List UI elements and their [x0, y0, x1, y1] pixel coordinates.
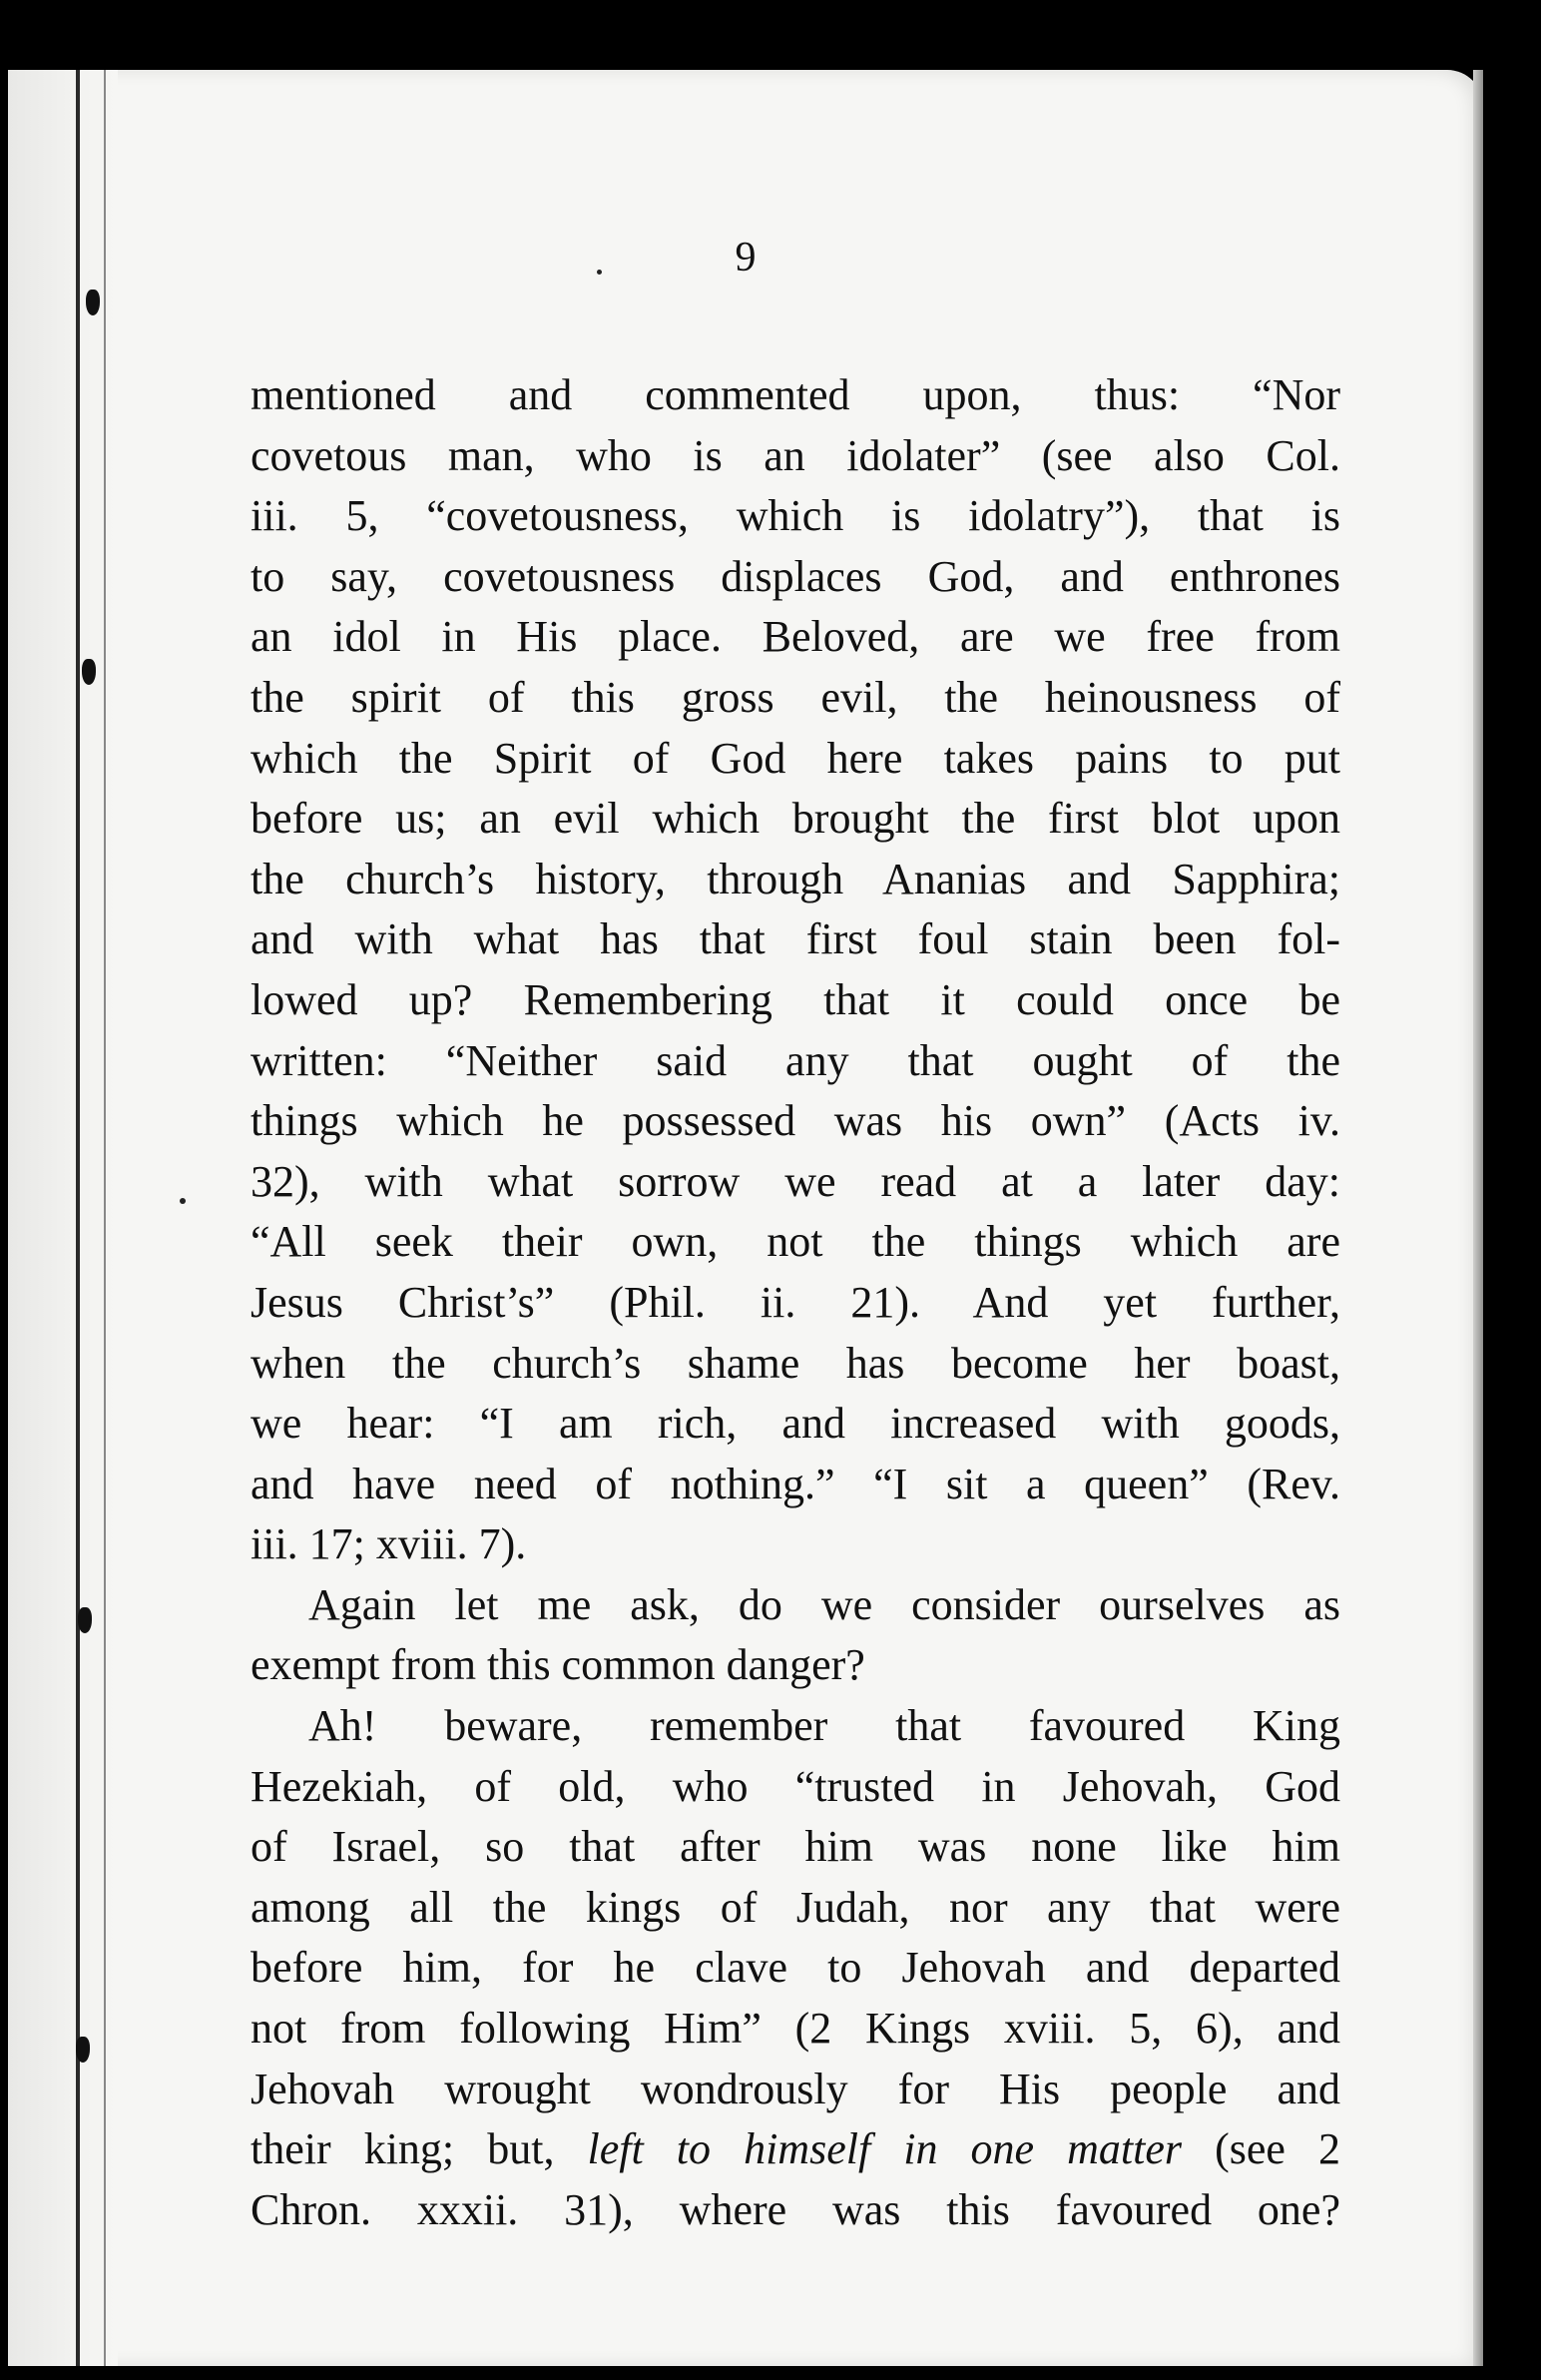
text-line: Jesus Christ’s” (Phil. ii. 21). And yet further, — [251, 1277, 1340, 1327]
text-line: Ah! beware, remember that favoured King — [308, 1701, 1340, 1751]
binding-mark — [78, 1607, 92, 1633]
text-line: we hear: “I am rich, and increased with goods, — [251, 1399, 1340, 1449]
text-line: when the church’s shame has become her boast, — [251, 1338, 1340, 1388]
binding-mark — [86, 290, 100, 315]
text-line: mentioned and commented upon, thus: “Nor — [251, 370, 1340, 419]
text-line: iii. 17; xviii. 7). — [251, 1519, 527, 1569]
text-line: among all the kings of Judah, nor any that were — [251, 1882, 1340, 1932]
page-number: 9 — [735, 235, 757, 281]
text-line: of Israel, so that after him was none like him — [251, 1822, 1340, 1872]
binding-mark — [82, 659, 96, 685]
text-line: lowed up? Remembering that it could once be — [251, 974, 1340, 1024]
italic-phrase: left to himself in one matter — [587, 2124, 1183, 2174]
text-line: exempt from this common danger? — [251, 1640, 865, 1690]
text-line: and with what has that first foul stain been fol- — [251, 914, 1340, 964]
text-line: before us; an evil which brought the first blot upon — [251, 794, 1340, 844]
text-line: before him, for he clave to Jehovah and departed — [251, 1943, 1340, 1993]
text-line: Jehovah wrought wondrously for His people and — [251, 2064, 1340, 2113]
text-line: covetous man, who is an idolater” (see also Col. — [251, 430, 1340, 480]
text-line: Again let me ask, do we consider ourselves as — [308, 1579, 1340, 1629]
text-line: not from following Him” (2 Kings xviii. 5, 6), and — [251, 2004, 1340, 2054]
text-line-with-italic — [251, 2119, 1340, 2180]
binding-inner-line — [104, 70, 106, 2366]
text-line: written: “Neither said any that ought of the — [251, 1035, 1340, 1085]
binding-mark — [76, 2037, 90, 2063]
text-line: “All seek their own, not the things which are — [251, 1217, 1340, 1267]
text-line: Hezekiah, of old, who “trusted in Jehovah, God — [251, 1761, 1340, 1811]
page-right-edge — [1473, 70, 1483, 2366]
text-line: iii. 5, “covetousness, which is idolatry”), that is — [251, 491, 1340, 541]
text-line: 32), with what sorrow we read at a later day: — [251, 1156, 1340, 1206]
text-segment: their king; but, — [251, 2124, 588, 2174]
text-line: which the Spirit of God here takes pains to put — [251, 733, 1340, 783]
text-line: Chron. xxxii. 31), where was this favoured one? — [251, 2184, 1340, 2234]
ink-speck — [180, 1198, 186, 1204]
text-line: an idol in His place. Beloved, are we free from — [251, 612, 1340, 662]
text-line: and have need of nothing.” “I sit a queen” (Rev. — [251, 1459, 1340, 1508]
page-gutter — [8, 70, 118, 2366]
text-line: to say, covetousness displaces God, and enthrones — [251, 551, 1340, 601]
text-line: the spirit of this gross evil, the heinousness of — [251, 672, 1340, 722]
text-line: things which he possessed was his own” (Acts iv. — [251, 1096, 1340, 1146]
text-line: the church’s history, through Ananias and Sapphira; — [251, 854, 1340, 903]
book-page — [8, 70, 1483, 2366]
binding-edge-line — [76, 70, 80, 2366]
body-text — [251, 365, 1340, 2240]
text-segment: (see 2 — [1182, 2124, 1340, 2174]
